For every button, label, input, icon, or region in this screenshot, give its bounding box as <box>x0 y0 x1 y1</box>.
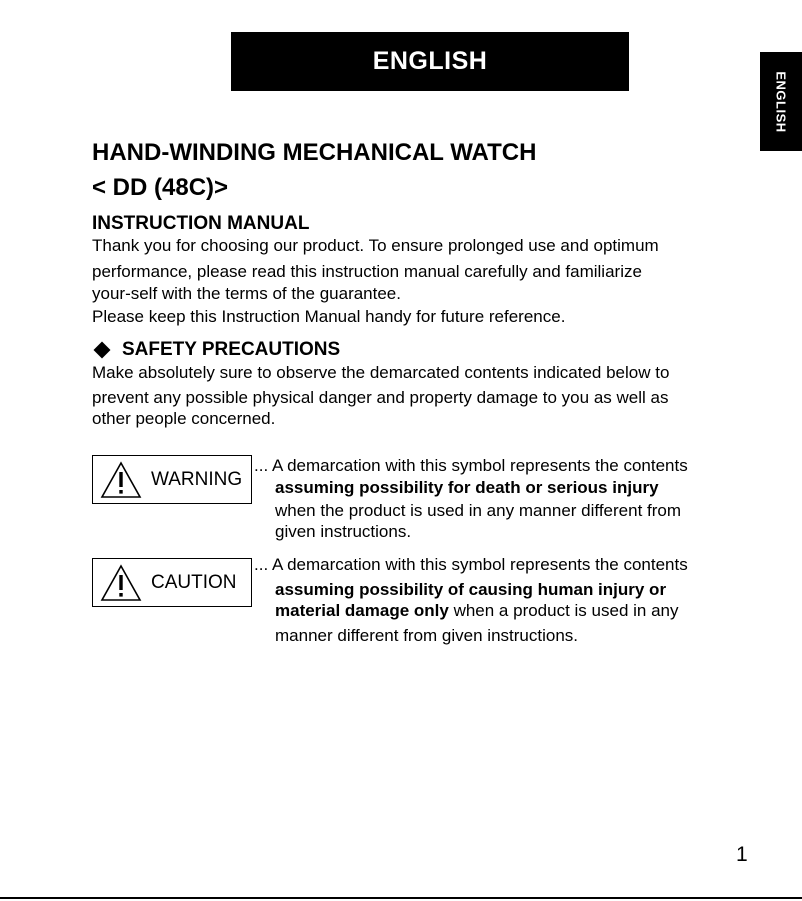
caution-symbol-box <box>92 558 252 607</box>
caution-desc-line-4: manner different from given instructions. <box>275 626 578 645</box>
side-language-tab <box>760 52 802 151</box>
caution-triangle-icon <box>100 564 142 602</box>
safety-line-1: Make absolutely sure to observe the demarcated contents indicated below to <box>92 363 670 382</box>
safety-line-3: other people concerned. <box>92 409 276 428</box>
caution-label: CAUTION <box>151 571 237 593</box>
diamond-bullet-icon <box>94 342 111 359</box>
safety-line-2: prevent any possible physical danger and property damage to you as well as <box>92 388 669 407</box>
caution-desc-line-2: assuming possibility of causing human injury or <box>275 580 667 599</box>
side-language-tab-text: ENGLISH <box>773 70 789 133</box>
warning-triangle-icon <box>100 461 142 499</box>
intro-line-2: performance, please read this instruction manual carefully and familiarize <box>92 262 642 281</box>
model-designation: < DD (48C)> <box>92 174 229 201</box>
language-banner-text: ENGLISH <box>372 47 488 75</box>
safety-heading <box>92 338 340 362</box>
intro-line-1: Thank you for choosing our product. To ensure prolonged use and optimum <box>92 236 659 255</box>
bottom-divider <box>0 897 802 899</box>
caution-desc-line-3-bold: material damage only <box>275 601 449 620</box>
caution-desc-line-3 <box>275 600 679 621</box>
intro-line-4: Please keep this Instruction Manual handy for future reference. <box>92 307 566 326</box>
warning-symbol-box <box>92 455 252 504</box>
page-number: 1 <box>736 843 748 866</box>
caution-desc-line-1: ... A demarcation with this symbol represents the contents <box>254 555 688 574</box>
document-title: HAND-WINDING MECHANICAL WATCH <box>92 139 537 166</box>
warning-desc-line-3: when the product is used in any manner different from <box>275 501 682 520</box>
safety-heading-text: SAFETY PRECAUTIONS <box>122 339 341 360</box>
warning-desc-line-4: given instructions. <box>275 522 412 541</box>
caution-desc-line-3-rest: when a product is used in any <box>448 601 679 620</box>
intro-line-3: your-self with the terms of the guarantee. <box>92 284 401 303</box>
warning-label: WARNING <box>151 468 243 490</box>
manual-heading: INSTRUCTION MANUAL <box>92 213 310 234</box>
warning-desc-line-2: assuming possibility for death or serious injury <box>275 478 659 497</box>
language-banner <box>231 32 629 91</box>
warning-desc-line-1: ... A demarcation with this symbol represents the contents <box>254 456 688 475</box>
